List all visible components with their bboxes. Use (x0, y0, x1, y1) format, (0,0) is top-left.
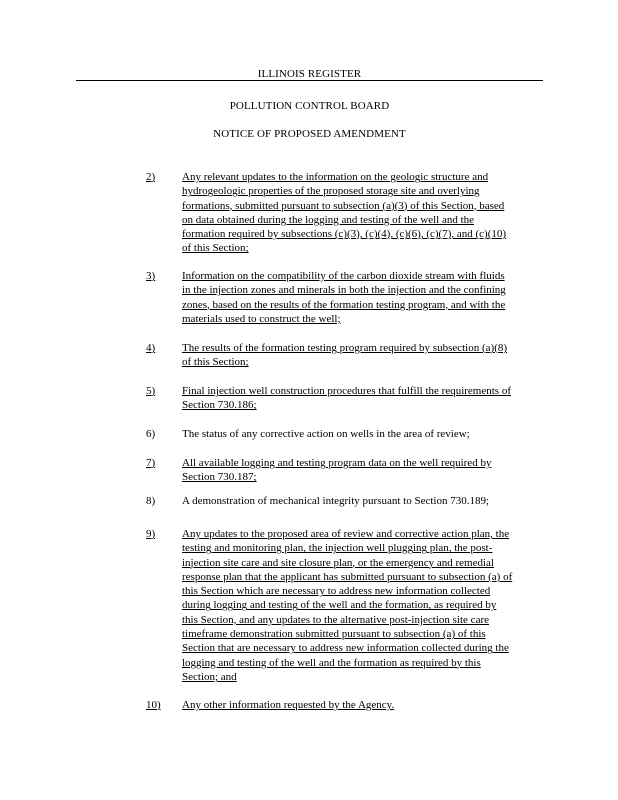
notice-title: NOTICE OF PROPOSED AMENDMENT (213, 128, 406, 140)
item-text-line: Section that are necessary to address new information collected during the (182, 642, 509, 655)
item-number: 8) (146, 495, 156, 507)
item-text (182, 456, 546, 485)
item-text (182, 698, 546, 712)
item-text-line: materials used to construct the well; (182, 312, 341, 325)
item-text-line: zones, based on the results of the formation testing program, and with the (182, 298, 506, 311)
header-rule (76, 80, 543, 81)
item-text-line: All available logging and testing program data on the well required by (182, 457, 492, 469)
item-number: 6) (146, 428, 156, 440)
board-title: POLLUTION CONTROL BOARD (229, 100, 390, 112)
item-text-line: The status of any corrective action on wells in the area of review; (182, 428, 470, 440)
item-number: 4) (146, 342, 156, 354)
item-number: 3) (146, 270, 156, 282)
item-number: 10) (146, 699, 161, 711)
item-number: 5) (146, 385, 156, 397)
item-text-line: in the injection zones and minerals in both the injection and the confining (182, 284, 506, 297)
item-text-line: timeframe demonstration submitted pursuant to subsection (a) of this (182, 628, 486, 641)
item-text-line: formation required by subsections (c)(3), (c)(4), (c)(6), (c)(7), and (c)(10) (182, 228, 507, 241)
item-number: 9) (146, 528, 156, 540)
item-text (182, 269, 546, 326)
item-text-line: this Section which are necessary to address new information collected (182, 585, 491, 598)
item-text-line: Section 730.187; (182, 471, 257, 484)
item-text-line: logging and testing of the well and the formation as required by this (182, 656, 481, 669)
item-text-line: Section; and (182, 670, 237, 683)
item-text (182, 427, 546, 441)
item-text-line: during logging and testing of the well and the formation, as required by (182, 599, 497, 612)
item-text-line: Any updates to the proposed area of review and corrective action plan, the (182, 528, 510, 540)
item-text-line: of this Section; (182, 356, 249, 369)
item-text-line: Section 730.186; (182, 399, 257, 412)
item-number: 7) (146, 457, 156, 469)
item-text-line: Final injection well construction procedures that fulfill the requirements of (182, 385, 511, 397)
item-text (182, 494, 546, 508)
item-text-line: response plan that the applicant has submitted pursuant to subsection (a) of (182, 570, 513, 583)
item-text-line: formations, submitted pursuant to subsection (a)(3) of this Section, based (182, 199, 505, 212)
register-title: ILLINOIS REGISTER (257, 68, 362, 80)
item-text-line: Any other information requested by the Agency. (182, 699, 395, 711)
item-text-line: testing and monitoring plan, the injection well plugging plan, the post- (182, 542, 493, 555)
item-text-line: The results of the formation testing program required by subsection (a)(8) (182, 342, 508, 354)
item-number: 2) (146, 171, 156, 183)
item-text-line: A demonstration of mechanical integrity pursuant to Section 730.189; (182, 495, 490, 507)
item-text-line: of this Section; (182, 242, 249, 255)
item-text-line: injection site care and site closure plan, or the emergency and remedial (182, 556, 494, 569)
item-text (182, 527, 546, 684)
item-text (182, 384, 546, 413)
item-text-line: Information on the compatibility of the carbon dioxide stream with fluids (182, 270, 505, 282)
item-text (182, 341, 546, 370)
item-text-line: this Section, and any updates to the alternative post-injection site care (182, 613, 489, 626)
item-text-line: hydrogeologic properties of the proposed storage site and overlying (182, 185, 480, 198)
item-text (182, 170, 546, 256)
item-text-line: Any relevant updates to the information on the geologic structure and (182, 171, 489, 183)
item-text-line: on data obtained during the logging and testing of the well and the (182, 213, 475, 226)
